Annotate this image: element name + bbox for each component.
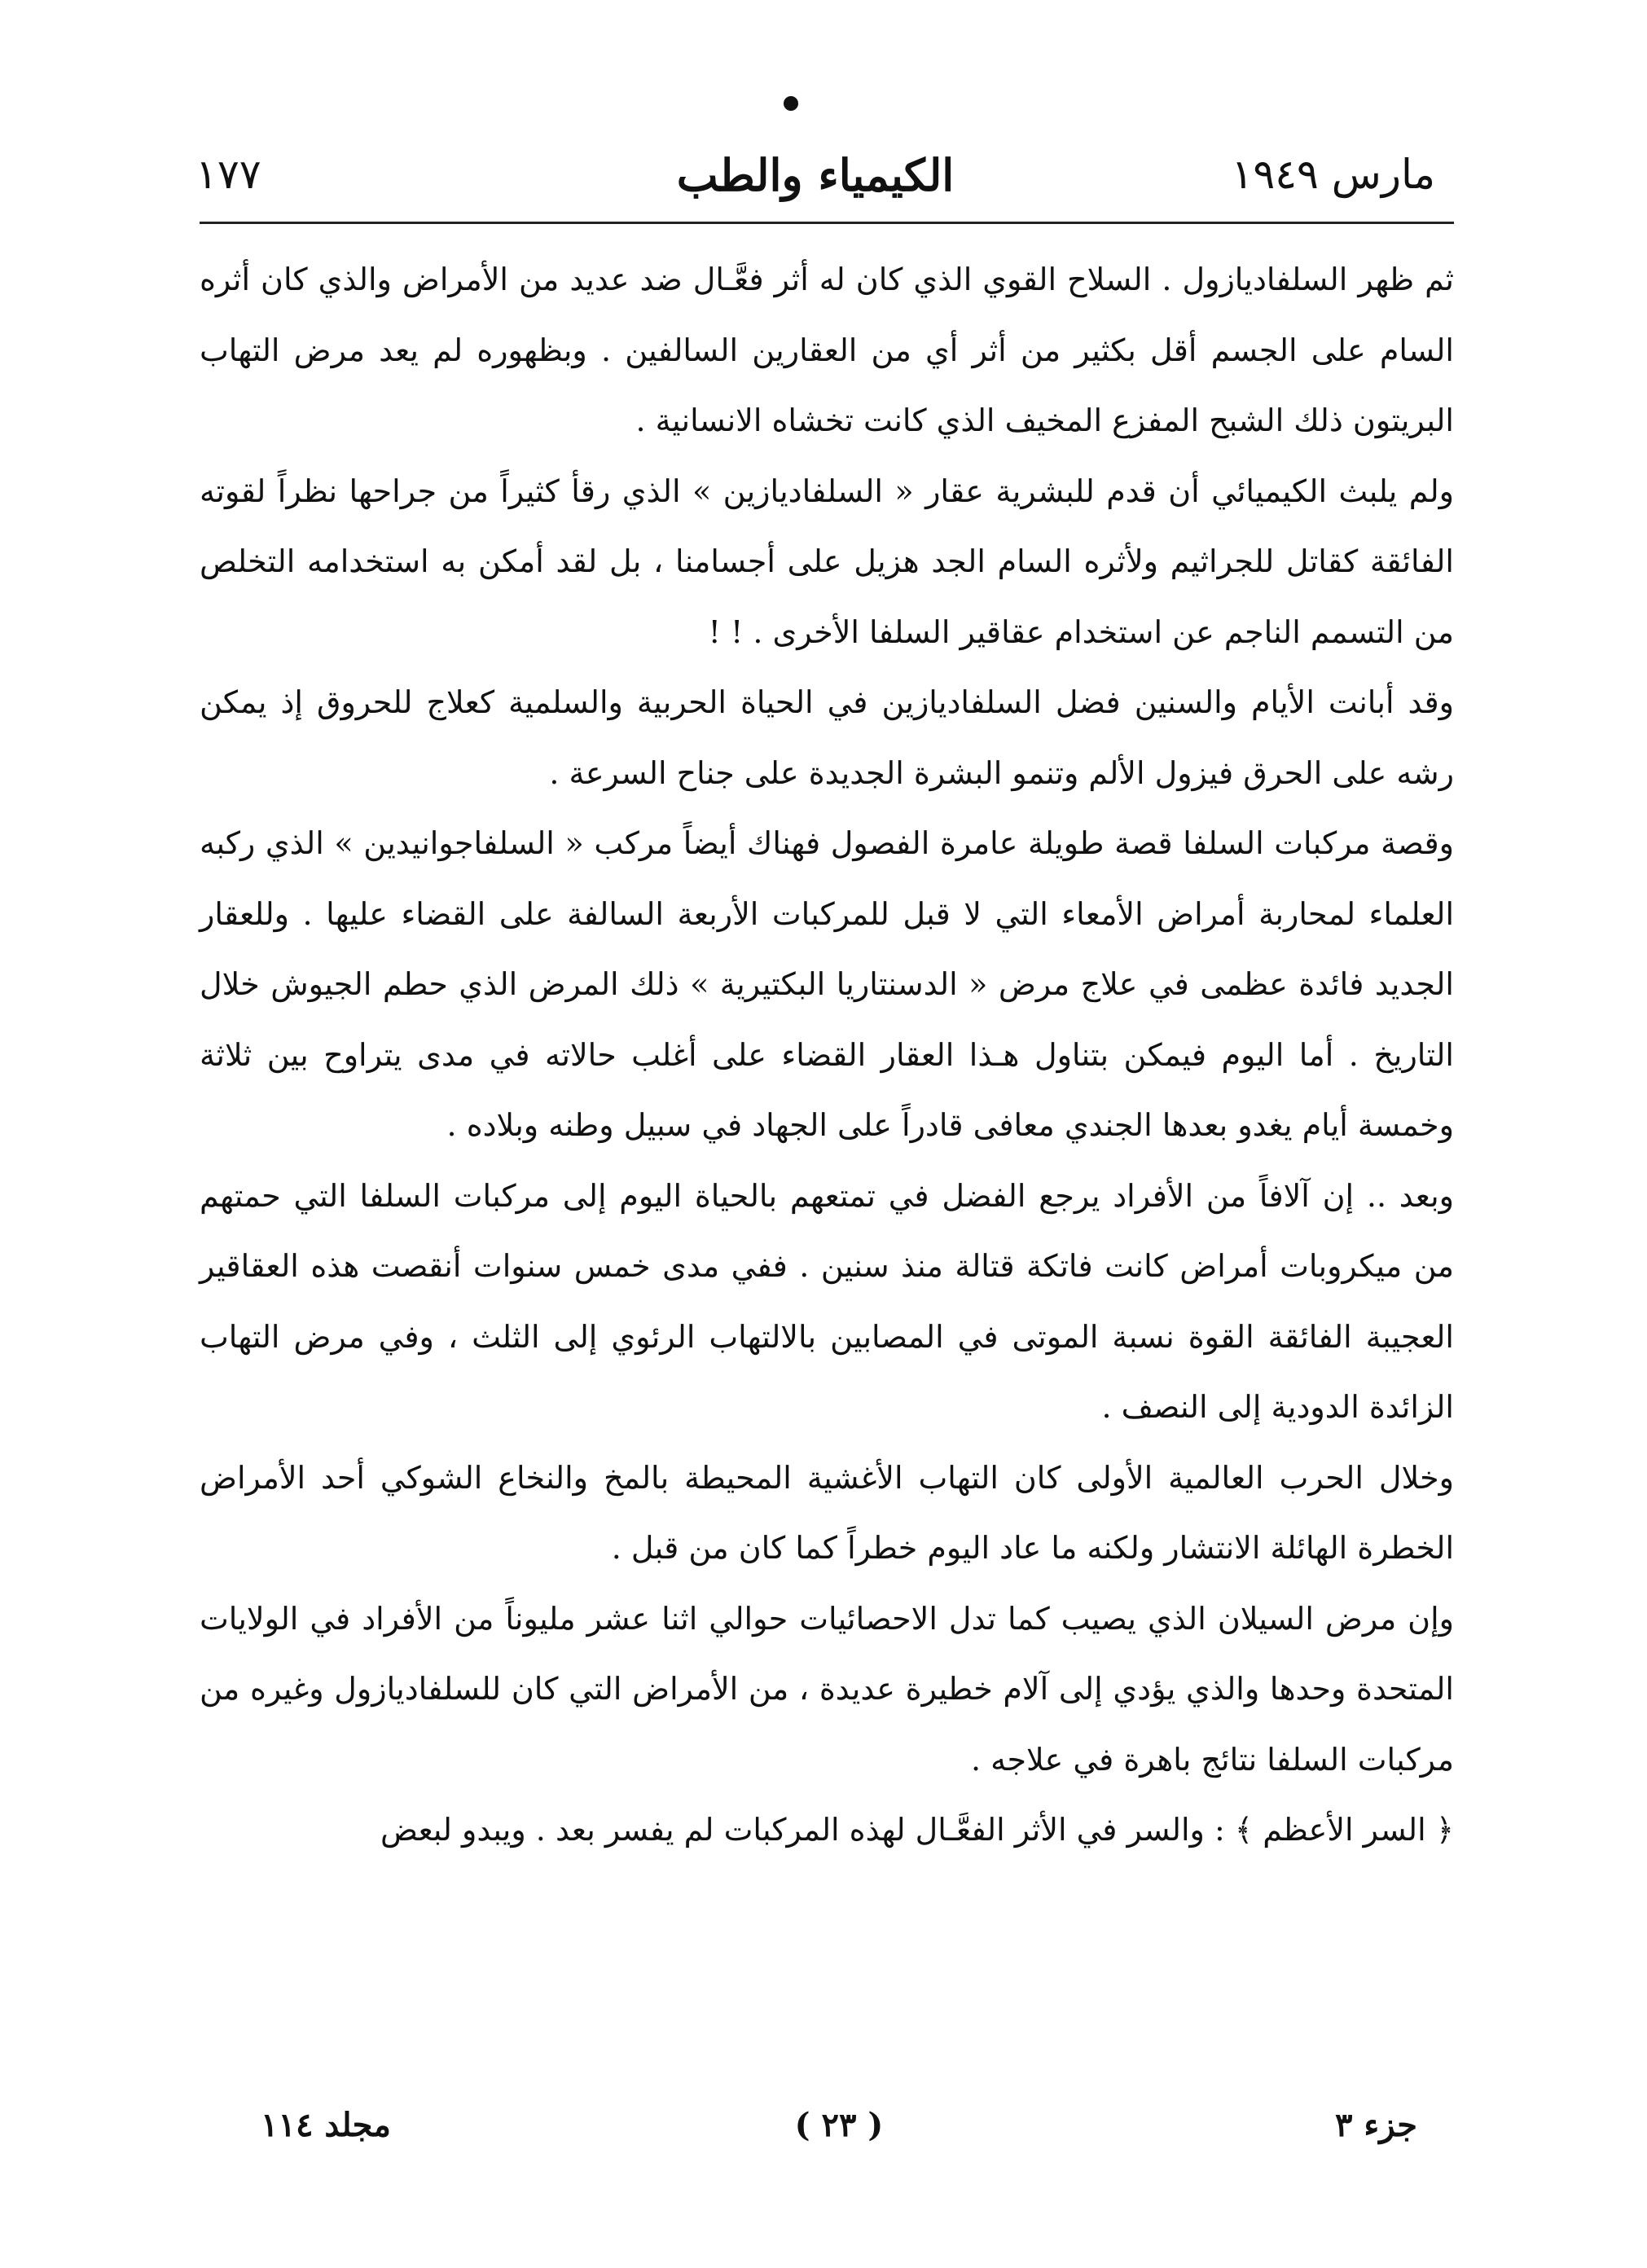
ink-dot (784, 96, 798, 111)
footer-part: جزء ٣ (1334, 2106, 1417, 2144)
paragraph: وقصة مركبات السلفا قصة طويلة عامرة الفصول فهناك أيضاً مركب « السلفاجوانيدين » الذي ركبه العلماء لمحاربة أمراض الأمعاء التي لا قبل للمركبات الأربعة السالفة على القضاء عليها . وللعقار الجديد فائدة عظمى في علاج مرض « الدسنتاريا البكتيرية » ذلك المرض الذي حطم الجيوش خلال التاريخ . أما اليوم فيمكن بتناول هـذا العقار القضاء على أغلب حالاته في مدى يتراوح بين ثلاثة وخمسة أيام يغدو بعدها الجندي معافى قادراً على الجهاد في سبيل وطنه وبلاده . (200, 825, 1454, 1143)
page-footer (261, 2106, 1417, 2155)
paragraph: وبعد .. إن آلافاً من الأفراد يرجع الفضل في تمتعهم بالحياة اليوم إلى مركبات السلفا التي حمتهم من ميكروبات أمراض كانت فاتكة قتالة منذ سنين . ففي مدى خمس سنوات أنقصت هذه العقاقير العجيبة الفائقة القوة نسبة الموتى في المصابين بالالتهاب الرئوي إلى الثلث ، وفي مرض التهاب الزائدة الدودية إلى النصف . (200, 1177, 1454, 1425)
page-header (195, 143, 1435, 208)
header-title: الكيمياء والطب (676, 149, 955, 201)
header-date: مارس ١٩٤٩ (1231, 151, 1435, 198)
footer-page: ( ٢٣ ) (794, 2106, 884, 2144)
paragraph: وقد أبانت الأيام والسنين فضل السلفاديازين في الحياة الحربية والسلمية كعلاج للحروق إذ يمكن رشه على الحرق فيزول الألم وتنمو البشرة الجديدة على جناح السرعة . (200, 684, 1454, 791)
paragraph: ثم ظهر السلفاديازول . السلاح القوي الذي كان له أثر فعَّـال ضد عديد من الأمراض والذي كان أثره السام على الجسم أقل بكثير من أثر أي من العقارين السالفين . وبظهوره لم يعد مرض التهاب البريتون ذلك الشبح المفزع المخيف الذي كانت تخشاه الانسانية . (200, 262, 1454, 438)
paragraph: ﴿ السر الأعظم ﴾ : والسر في الأثر الفعَّـال لهذه المركبات لم يفسر بعد . ويبدو لبعض (380, 1812, 1454, 1848)
paragraph: وخلال الحرب العالمية الأولى كان التهاب الأغشية المحيطة بالمخ والنخاع الشوكي أحد الأمراض الخطرة الهائلة الانتشار ولكنه ما عاد اليوم خطراً كما كان من قبل . (200, 1459, 1454, 1566)
header-page-number: ١٧٧ (195, 151, 261, 198)
paragraph: ولم يلبث الكيميائي أن قدم للبشرية عقار « السلفاديازين » الذي رقأ كثيراً من جراحها نظراً لقوته الفائقة كقاتل للجراثيم ولأثره السام الجد هزيل على أجسامنا ، بل لقد أمكن به استخدامه التخلص من التسمم الناجم عن استخدام عقاقير السلفا الأخرى . ! ! (200, 472, 1454, 650)
footer-volume: مجلد ١١٤ (261, 2106, 391, 2144)
article-body (200, 244, 1454, 1866)
paragraph: وإن مرض السيلان الذي يصيب كما تدل الاحصائيات حوالي اثنا عشر مليوناً من الأفراد في الولايات المتحدة وحدها والذي يؤدي إلى آلام خطيرة عديدة ، من الأمراض التي كان للسلفاديازول وغيره من مركبات السلفا نتائج باهرة في علاجه . (200, 1600, 1454, 1778)
header-rule (200, 222, 1454, 224)
